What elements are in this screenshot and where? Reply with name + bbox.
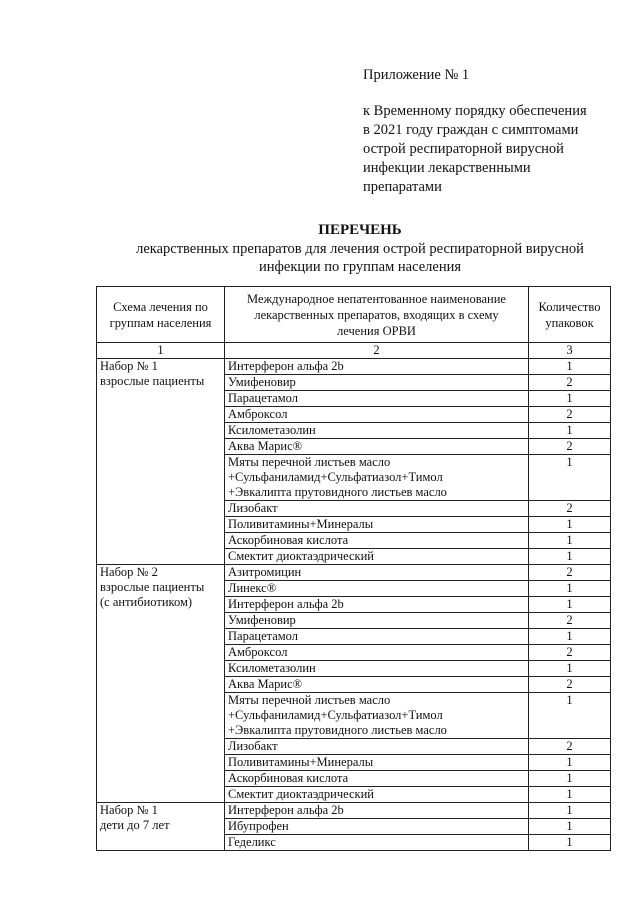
package-count: 1: [529, 391, 611, 407]
appendix-line: в 2021 году граждан с симптомами: [363, 122, 579, 138]
group-label-line: Набор № 1: [100, 803, 158, 817]
drug-name: [225, 613, 529, 629]
drug-name: [225, 533, 529, 549]
drug-name-line: Азитромицин: [228, 565, 302, 579]
drug-name-line: Поливитамины+Минералы: [228, 755, 374, 769]
drug-name: [225, 517, 529, 533]
drug-name: [225, 755, 529, 771]
header-line: Международное непатентованное наименование: [247, 291, 506, 306]
package-count: 1: [529, 787, 611, 803]
drug-name: [225, 661, 529, 677]
document-subtitle-line: инфекции по группам населения: [258, 259, 462, 275]
header-line: лекарственных препаратов, входящих в схему: [254, 307, 499, 322]
drug-name: [225, 359, 529, 375]
drug-name-line: Аква Марис®: [228, 439, 303, 453]
package-count: 1: [529, 517, 611, 533]
header-drug-name: [225, 287, 529, 343]
drug-name: [225, 455, 529, 501]
appendix-title: Приложение № 1: [363, 67, 470, 83]
group-label-line: Набор № 1: [100, 359, 158, 373]
drug-name-line: Смектит диоктаэдрический: [228, 549, 374, 563]
drug-name-line: +Эвкалипта прутовидного листьев масло: [228, 485, 447, 499]
package-count: 1: [529, 533, 611, 549]
drug-list-table: [96, 286, 611, 851]
package-count: 1: [529, 455, 611, 501]
package-count: 1: [529, 693, 611, 739]
group-label-line: взрослые пациенты: [100, 374, 205, 388]
drug-name-line: Лизобакт: [228, 739, 278, 753]
drug-name-line: Ксилометазолин: [228, 661, 316, 675]
drug-name-line: Аква Марис®: [228, 677, 303, 691]
header-line: Схема лечения по: [113, 299, 208, 314]
drug-name-line: Аскорбиновая кислота: [228, 533, 349, 547]
drug-name-line: Интерферон альфа 2b: [228, 597, 344, 611]
group-label: [97, 359, 225, 565]
package-count: 2: [529, 645, 611, 661]
package-count: 2: [529, 375, 611, 391]
appendix-line: препаратами: [363, 179, 442, 195]
header-line: лечения ОРВИ: [337, 323, 416, 338]
package-count: 1: [529, 359, 611, 375]
package-count: 1: [529, 803, 611, 819]
table-row: [97, 359, 611, 375]
group-label: [97, 565, 225, 803]
group-label-line: взрослые пациенты: [100, 580, 205, 594]
drug-name-line: Ксилометазолин: [228, 423, 316, 437]
drug-name: [225, 423, 529, 439]
package-count: 1: [529, 819, 611, 835]
drug-name: [225, 803, 529, 819]
drug-name: [225, 597, 529, 613]
drug-name-line: Амброксол: [228, 645, 288, 659]
drug-name: [225, 787, 529, 803]
package-count: 2: [529, 613, 611, 629]
package-count: 2: [529, 407, 611, 423]
document-subtitle-line: лекарственных препаратов для лечения острой респираторной вирусной: [136, 241, 584, 257]
package-count: 2: [529, 677, 611, 693]
drug-name: [225, 439, 529, 455]
drug-name: [225, 819, 529, 835]
drug-name-line: Лизобакт: [228, 501, 278, 515]
package-count: 2: [529, 439, 611, 455]
drug-name: [225, 501, 529, 517]
drug-name-line: +Сульфаниламид+Сульфатиазол+Тимол: [228, 470, 443, 484]
drug-name-line: Амброксол: [228, 407, 288, 421]
drug-name-line: Парацетамол: [228, 629, 299, 643]
drug-name: [225, 645, 529, 661]
drug-name-line: Мяты перечной листьев масло: [228, 455, 391, 469]
drug-name-line: Аскорбиновая кислота: [228, 771, 349, 785]
drug-name-line: Умифеновир: [228, 613, 296, 627]
drug-name: [225, 771, 529, 787]
drug-name-line: Интерферон альфа 2b: [228, 359, 344, 373]
column-number: 1: [97, 343, 225, 359]
package-count: 1: [529, 581, 611, 597]
drug-name: [225, 391, 529, 407]
package-count: 1: [529, 661, 611, 677]
table-row: [97, 803, 611, 819]
document-heading: [90, 220, 630, 276]
package-count: 1: [529, 597, 611, 613]
drug-name-line: Геделикс: [228, 835, 276, 849]
package-count: 2: [529, 501, 611, 517]
group-label-line: (с антибиотиком): [100, 595, 193, 609]
appendix-block: [363, 66, 623, 197]
table-body: [97, 359, 611, 851]
table-row: [97, 565, 611, 581]
header-line: Количество: [538, 299, 601, 314]
drug-name: [225, 581, 529, 597]
column-number: 2: [225, 343, 529, 359]
drug-name: [225, 629, 529, 645]
appendix-line: инфекции лекарственными: [363, 160, 531, 176]
header-line: упаковок: [545, 315, 594, 330]
drug-name-line: Интерферон альфа 2b: [228, 803, 344, 817]
package-count: 1: [529, 835, 611, 851]
drug-name: [225, 565, 529, 581]
package-count: 1: [529, 549, 611, 565]
drug-name-line: +Эвкалипта прутовидного листьев масло: [228, 723, 447, 737]
group-label-line: Набор № 2: [100, 565, 158, 579]
table-header-row: [97, 287, 611, 343]
drug-name-line: Поливитамины+Минералы: [228, 517, 374, 531]
column-number: 3: [529, 343, 611, 359]
package-count: 2: [529, 739, 611, 755]
drug-name: [225, 693, 529, 739]
package-count: 1: [529, 755, 611, 771]
drug-name-line: Ибупрофен: [228, 819, 289, 833]
drug-name: [225, 549, 529, 565]
group-label: [97, 803, 225, 851]
drug-name-line: Смектит диоктаэдрический: [228, 787, 374, 801]
header-scheme: [97, 287, 225, 343]
document-title: ПЕРЕЧЕНЬ: [318, 222, 402, 238]
header-quantity: [529, 287, 611, 343]
drug-name-line: Линекс®: [228, 581, 277, 595]
appendix-line: к Временному порядку обеспечения: [363, 103, 587, 119]
drug-name: [225, 375, 529, 391]
drug-name: [225, 739, 529, 755]
header-line: группам населения: [109, 315, 212, 330]
drug-name-line: +Сульфаниламид+Сульфатиазол+Тимол: [228, 708, 443, 722]
group-label-line: дети до 7 лет: [100, 818, 170, 832]
drug-name: [225, 835, 529, 851]
package-count: 1: [529, 771, 611, 787]
drug-name: [225, 407, 529, 423]
drug-name-line: Мяты перечной листьев масло: [228, 693, 391, 707]
appendix-line: острой респираторной вирусной: [363, 141, 564, 157]
column-number-row: [97, 343, 611, 359]
package-count: 1: [529, 423, 611, 439]
drug-name: [225, 677, 529, 693]
package-count: 1: [529, 629, 611, 645]
package-count: 2: [529, 565, 611, 581]
drug-name-line: Парацетамол: [228, 391, 299, 405]
drug-name-line: Умифеновир: [228, 375, 296, 389]
